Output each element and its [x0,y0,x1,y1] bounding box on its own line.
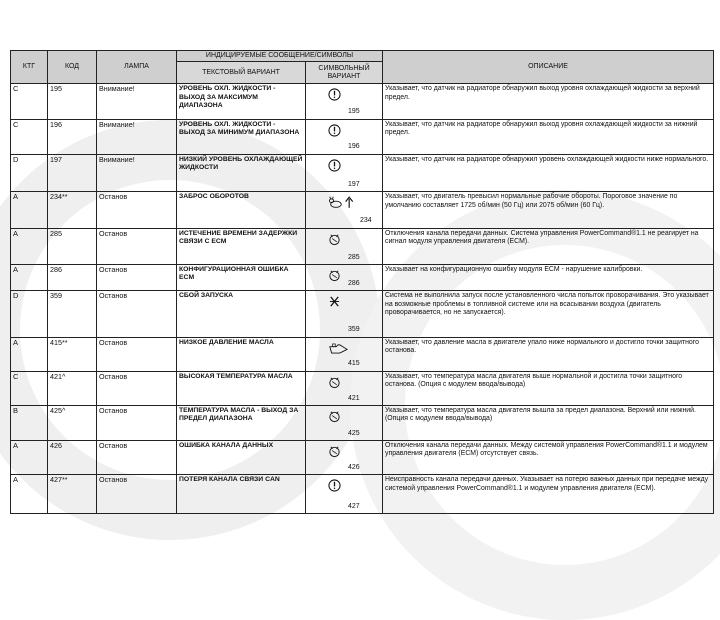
cell-lamp: Останов [97,228,177,264]
cell-message: КОНФИГУРАЦИОННАЯ ОШИБКА ECM [177,265,306,291]
symbol-code: 196 [348,143,360,151]
cell-symbol [306,84,383,119]
cell-code: 426 [48,441,97,475]
fault-circle-icon [328,410,341,423]
warning-circle-icon [328,88,341,101]
table-row [11,228,714,264]
cell-lamp: Останов [97,192,177,228]
fault-circle-icon [328,445,341,458]
cell-message: НИЗКИЙ УРОВЕНЬ ОХЛАЖДАЮЩЕЙ ЖИДКОСТИ [177,154,306,191]
cell-symbol [306,119,383,154]
cell-lamp: Внимание! [97,154,177,191]
cell-ktg: A [11,192,48,228]
table-row [11,405,714,440]
cell-lamp: Останов [97,441,177,475]
table-row [11,265,714,291]
header-indicated: ИНДИЦИРУЕМЫЕ СООБЩЕНИЕ/СИМВОЛЫ [177,51,383,62]
cell-message: ПОТЕРЯ КАНАЛА СВЯЗИ CAN [177,475,306,514]
cell-message: НИЗКОЕ ДАВЛЕНИЕ МАСЛА [177,337,306,371]
cell-message: ЗАБРОС ОБОРОТОВ [177,192,306,228]
cell-lamp: Останов [97,475,177,514]
fault-code-table [10,50,714,514]
cell-ktg: C [11,371,48,405]
cell-description: Указывает, что давление масла в двигателе упало ниже нормального и достигло точки защитного останова. [383,337,714,371]
cell-ktg: C [11,119,48,154]
symbol-code: 195 [348,108,360,116]
cell-ktg: A [11,228,48,264]
symbol-code: 234 [360,217,372,225]
cell-code: 425^ [48,405,97,440]
table-row [11,84,714,119]
fault-circle-icon [328,269,341,282]
cell-lamp: Останов [97,265,177,291]
symbol-code: 197 [348,180,360,188]
symbol-code: 425 [348,429,360,437]
cell-code: 421^ [48,371,97,405]
table-row [11,371,714,405]
cell-lamp: Останов [97,405,177,440]
table-row [11,119,714,154]
cell-description: Отключения канала передачи данных. Система управления PowerCommand®1.1 не реагирует на сигнал модуля управления двигателя (ECM). [383,228,714,264]
warning-circle-icon [328,159,341,172]
symbol-code: 415 [348,360,360,368]
table-row [11,337,714,371]
symbol-code: 286 [348,280,360,288]
warning-circle-icon [328,124,341,137]
cell-lamp: Внимание! [97,84,177,119]
symbol-code: 426 [348,463,360,471]
cell-message: СБОЙ ЗАПУСКА [177,291,306,337]
cell-description: Система не выполнила запуск после установленного числа попыток проворачивания. Это указывает на возможные проблемы в топливной системе или на всасывании воздуха (двигатель проворачивается, но не запускается). [383,291,714,337]
cell-ktg: A [11,265,48,291]
cell-lamp: Останов [97,291,177,337]
cell-description: Указывает на конфигурационную ошибку модуля ECM - нарушение калибровки. [383,265,714,291]
cell-symbol [306,228,383,264]
fault-circle-icon [328,376,341,389]
cell-code: 195 [48,84,97,119]
cell-code: 285 [48,228,97,264]
cell-message: ОШИБКА КАНАЛА ДАННЫХ [177,441,306,475]
cell-code: 196 [48,119,97,154]
cell-message: ТЕМПЕРАТУРА МАСЛА - ВЫХОД ЗА ПРЕДЕЛ ДИАПАЗОНА [177,405,306,440]
table-row [11,441,714,475]
warning-circle-icon [328,479,341,492]
cell-symbol [306,441,383,475]
cell-description: Указывает, что датчик на радиаторе обнаружил выход уровня охлаждающей жидкости за верхний предел. [383,84,714,119]
symbol-code: 285 [348,253,360,261]
cell-description: Указывает, что температура масла двигателя вышла за предел диапазона. Верхний или нижний. (Опция с модулем ввода/вывода) [383,405,714,440]
header-lamp: ЛАМПА [97,51,177,84]
symbol-code: 421 [348,394,360,402]
cell-description: Указывает, что датчик на радиаторе обнаружил уровень охлаждающей жидкости ниже нормального. [383,154,714,191]
cell-lamp: Внимание! [97,119,177,154]
cell-ktg: A [11,475,48,514]
cell-ktg: A [11,337,48,371]
header-symbol-variant: СИМВОЛЬНЫЙ ВАРИАНТ [306,62,383,84]
rabbit-arrow-icon [328,196,358,209]
symbol-code: 427 [348,502,360,510]
header-description: ОПИСАНИЕ [383,51,714,84]
cell-ktg: A [11,441,48,475]
cell-message: ИСТЕЧЕНИЕ ВРЕМЕНИ ЗАДЕРЖКИ СВЯЗИ С ECM [177,228,306,264]
cell-code: 234** [48,192,97,228]
table-row [11,291,714,337]
cell-code: 427** [48,475,97,514]
cell-ktg: C [11,84,48,119]
cell-code: 415** [48,337,97,371]
cell-symbol [306,265,383,291]
cell-ktg: D [11,154,48,191]
cell-description: Неисправность канала передачи данных. Указывает на потерю важных данных при передаче между системой управления PowerCommand®1.1 и модулем управления двигателя (ECM). [383,475,714,514]
table-row [11,154,714,191]
cell-lamp: Останов [97,371,177,405]
cell-message: УРОВЕНЬ ОХЛ. ЖИДКОСТИ - ВЫХОД ЗА МИНИМУМ ДИАПАЗОНА [177,119,306,154]
cell-symbol [306,371,383,405]
header-text-variant: ТЕКСТОВЫЙ ВАРИАНТ [177,62,306,84]
cell-message: УРОВЕНЬ ОХЛ. ЖИДКОСТИ - ВЫХОД ЗА МАКСИМУМ ДИАПАЗОНА [177,84,306,119]
cell-message: ВЫСОКАЯ ТЕМПЕРАТУРА МАСЛА [177,371,306,405]
oil-can-icon [328,342,348,355]
cell-symbol [306,475,383,514]
cell-description: Указывает, что двигатель превысил нормальные рабочие обороты. Пороговое значение по умолчанию составляет 1725 об/мин (50 Гц) или 2075 об/мин (60 Гц). [383,192,714,228]
cell-ktg: D [11,291,48,337]
header-ktg: КТГ [11,51,48,84]
cell-symbol [306,337,383,371]
cell-symbol [306,154,383,191]
table-row [11,475,714,514]
cell-description: Указывает, что датчик на радиаторе обнаружил выход уровня охлаждающей жидкости за нижний предел. [383,119,714,154]
cell-code: 359 [48,291,97,337]
header-code: КОД [48,51,97,84]
cell-code: 286 [48,265,97,291]
fault-circle-icon [328,233,341,246]
cell-description: Указывает, что температура масла двигателя выше нормальной и достигла точки защитного останова. (Опция с модулем ввода/вывода) [383,371,714,405]
table-row [11,192,714,228]
cell-symbol [306,192,383,228]
cell-symbol [306,405,383,440]
symbol-code: 359 [348,326,360,334]
cell-symbol [306,291,383,337]
cell-ktg: B [11,405,48,440]
cell-description: Отключения канала передачи данных. Между системой управления PowerCommand®1.1 и модулем управления двигателя (ECM) отсутствует связь. [383,441,714,475]
cell-code: 197 [48,154,97,191]
start-fail-icon [328,295,341,308]
cell-lamp: Останов [97,337,177,371]
